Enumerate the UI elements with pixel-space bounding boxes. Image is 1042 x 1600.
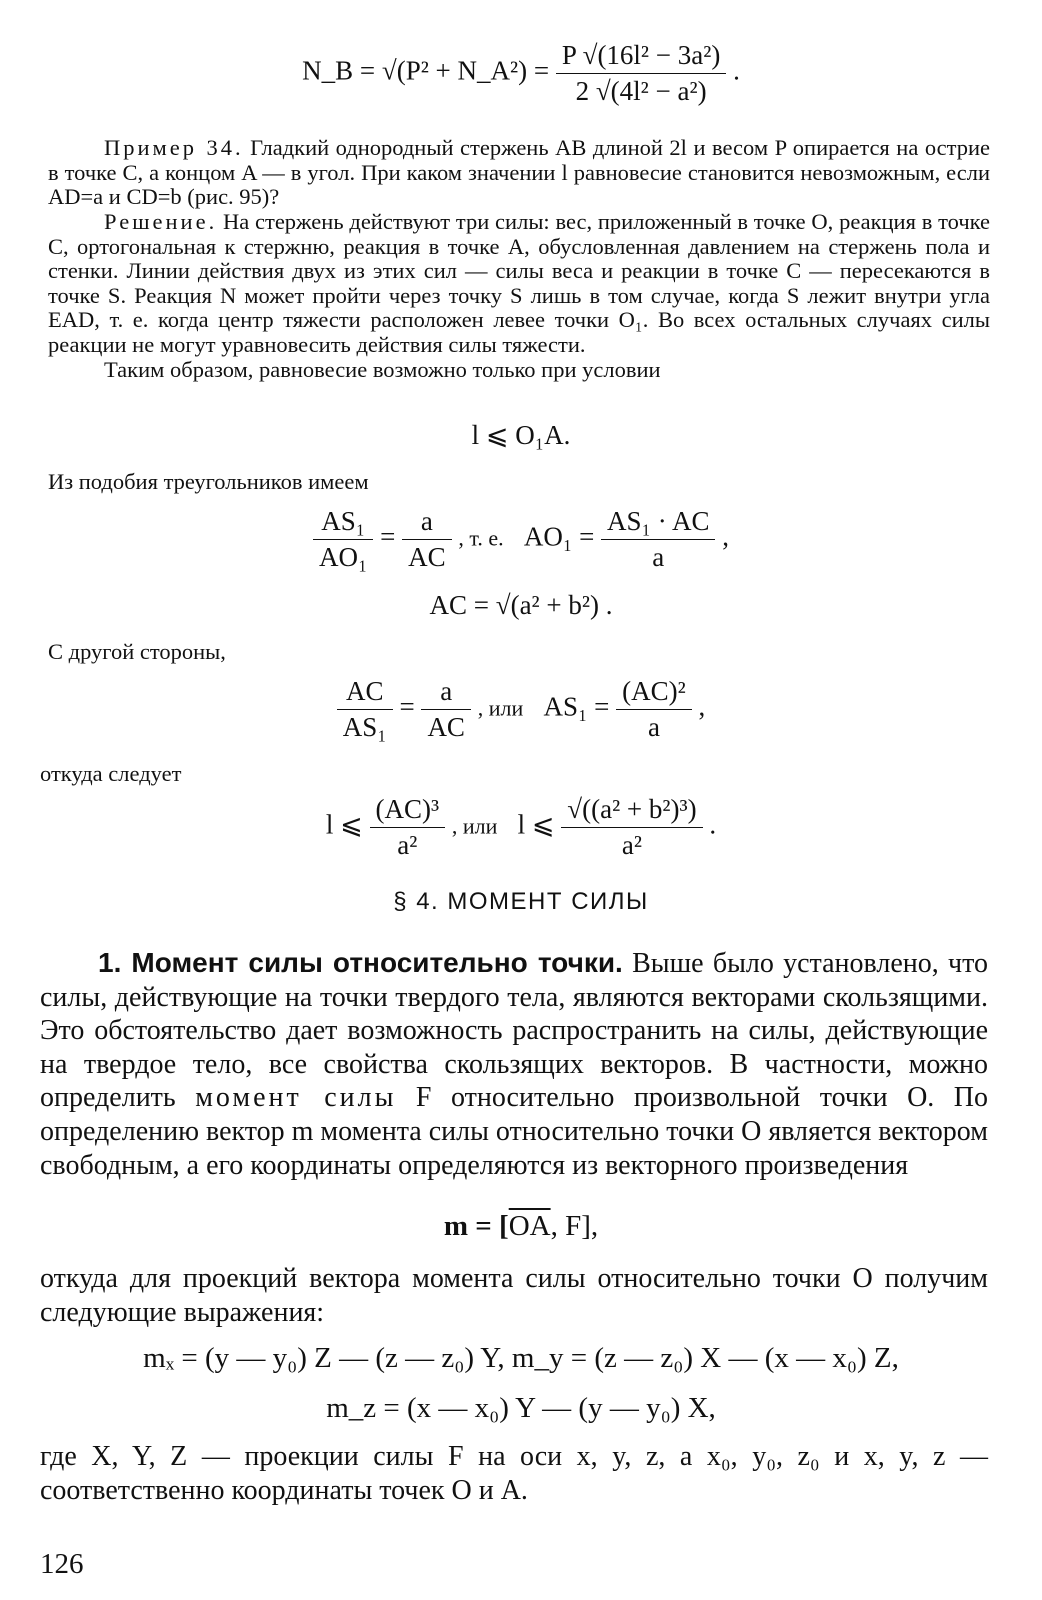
other-side-line: С другой стороны, bbox=[48, 639, 226, 664]
moment-lhs: m = [ bbox=[443, 1210, 509, 1242]
projection-paragraph: откуда для проекций вектора момента силы относительно точки O получим следующие выражения: bbox=[40, 1263, 988, 1328]
moment-definition-formula bbox=[0, 1210, 1042, 1243]
solution-text: На стержень действуют три силы: вес, приложенный в точке O, реакция в точке C, ортогональная к стержню, реакция в точке A, обусловленная давлением на стержень пола и стенки. Линии действия двух из этих сил — силы веса и реакции в точке C — пересекаются в точке S. Реакция N может пройти через точку S лишь в том случае, когда S лежит внутри угла EAD, т. е. когда центр тяжести расположен левее точки O₁. Во всех остальных случаях силы реакции не могут уравновесить действия силы тяжести. bbox=[48, 209, 990, 357]
formula-nb-denominator: 2 √(4l² − a²) bbox=[575, 76, 707, 106]
fraction-numerator: (AC)² bbox=[616, 676, 692, 710]
equation-end: , bbox=[722, 521, 729, 552]
l-leq-1: l ⩽ bbox=[325, 809, 363, 840]
similarity-equation bbox=[0, 506, 1042, 573]
formula-nb bbox=[0, 40, 1042, 107]
fraction-numerator: AC bbox=[337, 676, 393, 710]
fraction-as1-ao1 bbox=[313, 506, 373, 573]
fraction-ac3-a2 bbox=[370, 794, 446, 861]
result-equation bbox=[0, 794, 1042, 861]
fraction-numerator: √((a² + b²)³) bbox=[561, 794, 702, 828]
solution-label: Решение. bbox=[104, 209, 218, 234]
equation-end: , bbox=[698, 691, 706, 722]
fraction-ac-as1 bbox=[337, 676, 393, 743]
formula-nb-numerator: P √(16l² − 3a²) bbox=[556, 40, 726, 74]
moment-rhs: , F], bbox=[550, 1210, 599, 1242]
fraction-a-ac bbox=[421, 676, 471, 743]
equation-end: . bbox=[709, 809, 717, 840]
hence-line: откуда следует bbox=[40, 761, 182, 786]
as1-lhs: AS₁ = bbox=[543, 691, 610, 722]
moment-title: 1. Момент силы относительно точки. bbox=[98, 947, 623, 978]
solution-paragraph bbox=[48, 210, 990, 382]
fraction-numerator: a bbox=[421, 676, 471, 710]
ili-connector: , или bbox=[451, 813, 498, 839]
fraction-denominator: AC bbox=[408, 542, 446, 572]
moment-text-b: F относительно произвольной точки O. По определению вектор m момента силы относительно точки O является вектором свободным, а его координаты определяются из векторного произведения bbox=[40, 1082, 989, 1181]
moment-paragraph bbox=[40, 946, 988, 1182]
moment-spaced-term: момент силы bbox=[195, 1082, 397, 1114]
fraction-ac2-a bbox=[616, 676, 692, 743]
condition-formula: l ⩽ O₁A. bbox=[471, 420, 571, 450]
fraction-denominator: a² bbox=[397, 830, 418, 860]
moment-text-a: Выше было установлено, что силы, действующие на точки твердого тела, являются векторами скользящими. Это обстоятельство дает возможность распространить на силы, действующие на твердое тело, все свойства скользящих векторов. В частности, можно определить bbox=[40, 948, 988, 1114]
fraction-denominator: a bbox=[647, 712, 660, 742]
fraction-denominator: a² bbox=[621, 830, 642, 860]
equals-sign: = bbox=[380, 521, 396, 552]
similarity-line: Из подобия треугольников имеем bbox=[48, 469, 369, 494]
where-paragraph: где X, Y, Z — проекции силы F на оси x, y, z, а x₀, y₀, z₀ и x, y, z — соответственно координаты точек O и A. bbox=[40, 1441, 988, 1506]
example-text: Гладкий однородный стержень AB длиной 2l и весом P опирается на острие в точке C, а концом A — в угол. При каком значении l равновесие становится невозможным, если AD=a и CD=b (рис. 95)? bbox=[48, 135, 991, 210]
page-number: 126 bbox=[40, 1548, 84, 1580]
fraction-denominator: AO₁ bbox=[319, 542, 368, 572]
ili-connector: , или bbox=[477, 695, 524, 721]
example-label: Пример 34. bbox=[104, 135, 244, 160]
formula-nb-end: . bbox=[733, 55, 740, 86]
fraction-numerator: (AC)³ bbox=[370, 794, 446, 828]
ac-formula: AC = √(a² + b²) . bbox=[429, 590, 613, 620]
other-side-equation bbox=[0, 676, 1042, 743]
moment-xy-formula: mₓ = (y — y₀) Z — (z — z₀) Y, m_y = (z — z₀) X — (x — x₀) Z, bbox=[143, 1342, 899, 1374]
formula-nb-fraction bbox=[556, 40, 726, 107]
equals-sign: = bbox=[399, 691, 415, 722]
fraction-denominator: a bbox=[652, 542, 665, 572]
l-leq-2: l ⩽ bbox=[517, 809, 555, 840]
fraction-numerator: a bbox=[402, 506, 452, 540]
fraction-denominator: AC bbox=[427, 712, 465, 742]
fraction-as1ac-a bbox=[601, 506, 715, 573]
fraction-numerator: AS₁ · AC bbox=[601, 506, 715, 540]
section-heading: § 4. МОМЕНТ СИЛЫ bbox=[393, 888, 649, 915]
thus-paragraph: Таким образом, равновесие возможно только при условии bbox=[104, 356, 661, 382]
ao1-lhs: AO₁ = bbox=[523, 521, 595, 552]
fraction-sqrt-a2 bbox=[561, 794, 702, 861]
example-paragraph bbox=[48, 136, 990, 210]
fraction-denominator: AS₁ bbox=[342, 712, 387, 742]
te-connector: , т. е. bbox=[458, 525, 504, 551]
moment-z-formula: m_z = (x — x₀) Y — (y — y₀) X, bbox=[326, 1392, 716, 1424]
fraction-numerator: AS₁ bbox=[313, 506, 373, 540]
vector-oa: $\overline{OA}$ bbox=[508, 1210, 551, 1242]
fraction-a-ac bbox=[402, 506, 452, 573]
formula-nb-lhs: N_B = √(P² + N_A²) = bbox=[302, 55, 550, 86]
